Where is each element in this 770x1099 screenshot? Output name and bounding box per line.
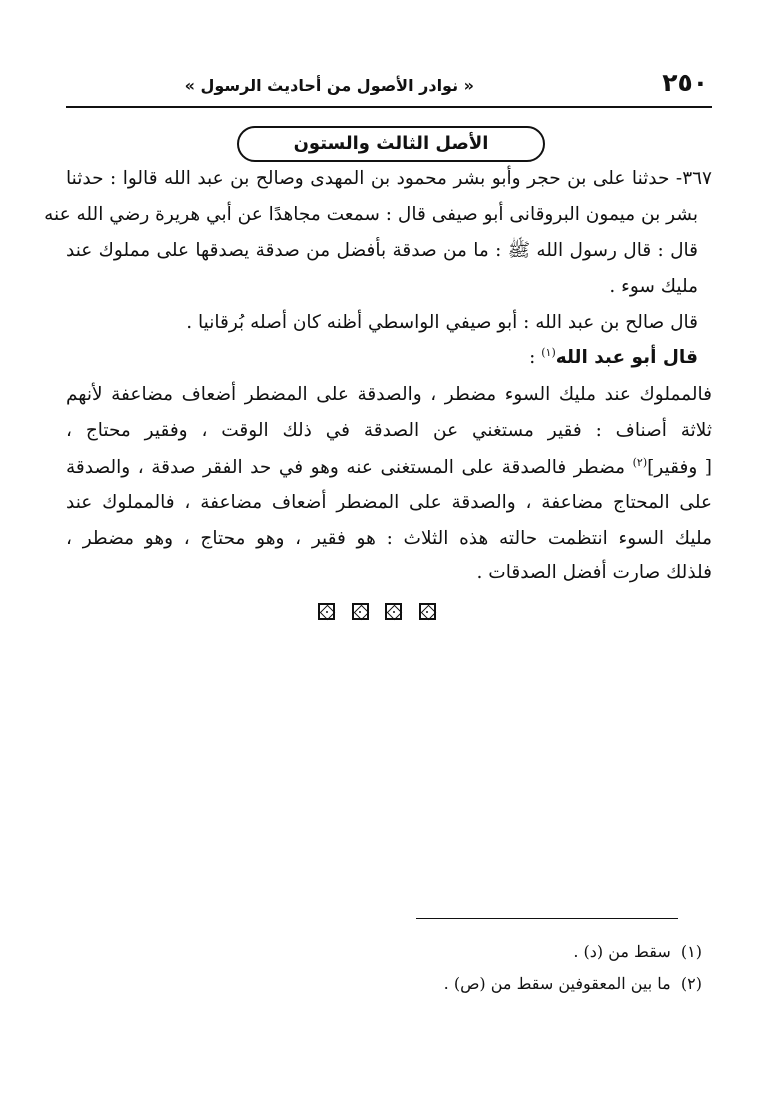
- footnote-number: (٢): [680, 974, 702, 993]
- footnote-number: (١): [680, 942, 702, 961]
- ornament-icon: [352, 603, 369, 620]
- running-title: « نوادر الأصول من أحاديث الرسول »: [184, 76, 474, 95]
- commentary-label: قال أبو عبد الله: [555, 347, 698, 369]
- hadith-line-5: قال صالح بن عبد الله : أبو صيفي الواسطي أظنه كان أصله بُرقانيا .: [186, 312, 698, 333]
- chapter-title-box: [237, 126, 545, 162]
- footnote-ref-1: (١): [541, 346, 556, 359]
- page-number: ٢٥٠: [662, 68, 708, 97]
- hadith-line-3: قال : قال رسول الله ﷺ : ما من صدقة بأفضل من صدقة يصدقها على مملوك عند: [66, 240, 698, 261]
- commentary-line-1: فالمملوك عند مليك السوء مضطر ، والصدقة على المضطر أضعاف مضاعفة لأنهم: [66, 384, 712, 405]
- commentary-line-2: ثلاثة أصناف : فقير مستغني عن الصدقة في ذلك الوقت ، وفقير محتاج ،: [66, 420, 712, 441]
- ornament-icon: [385, 603, 402, 620]
- footnote-2: [444, 974, 702, 993]
- hadith-line-2: بشر بن ميمون البروقانى أبو صيفى قال : سمعت مجاهدًا عن أبي هريرة رضي الله عنه: [44, 204, 698, 225]
- ornament-icon: [419, 603, 436, 620]
- commentary-line-3-rest: مضطر فالصدقة على المستغنى عنه وهو في حد الفقر صدقة ، والصدقة: [66, 457, 633, 479]
- footnote-ref-2: (٢): [632, 456, 648, 469]
- hadith-line-1: ٣٦٧- حدثنا على بن حجر وأبو بشر محمود بن المهدى وصالح بن عبد الله قالوا : حدثنا: [66, 168, 712, 189]
- page-header: [66, 62, 712, 108]
- chapter-title: الأصل الثالث والستون: [293, 133, 489, 154]
- commentary-colon: :: [529, 347, 542, 369]
- footnote-text: ما بين المعقوفين سقط من (ص) .: [443, 974, 671, 993]
- section-end-ornaments: [318, 603, 436, 623]
- commentary-line-4: على المحتاج مضاعفة ، والصدقة على المضطر أضعاف مضاعفة ، فالمملوك عند: [66, 492, 712, 513]
- commentary-line-5: مليك السوء انتظمت حالته هذه الثلاث : هو فقير ، وهو محتاج ، وهو مضطر ،: [66, 528, 712, 549]
- ornament-icon: [318, 603, 335, 620]
- footnote-divider: [416, 918, 678, 919]
- commentary-line-3-start: [ وفقير]: [647, 457, 712, 479]
- hadith-line-4: مليك سوء .: [609, 276, 698, 297]
- footnote-text: سقط من (د) .: [573, 942, 671, 961]
- footnote-1: [573, 942, 702, 961]
- commentary-heading: [66, 346, 698, 368]
- commentary-line-6: فلذلك صارت أفضل الصدقات .: [476, 562, 712, 583]
- commentary-line-3: [66, 456, 712, 478]
